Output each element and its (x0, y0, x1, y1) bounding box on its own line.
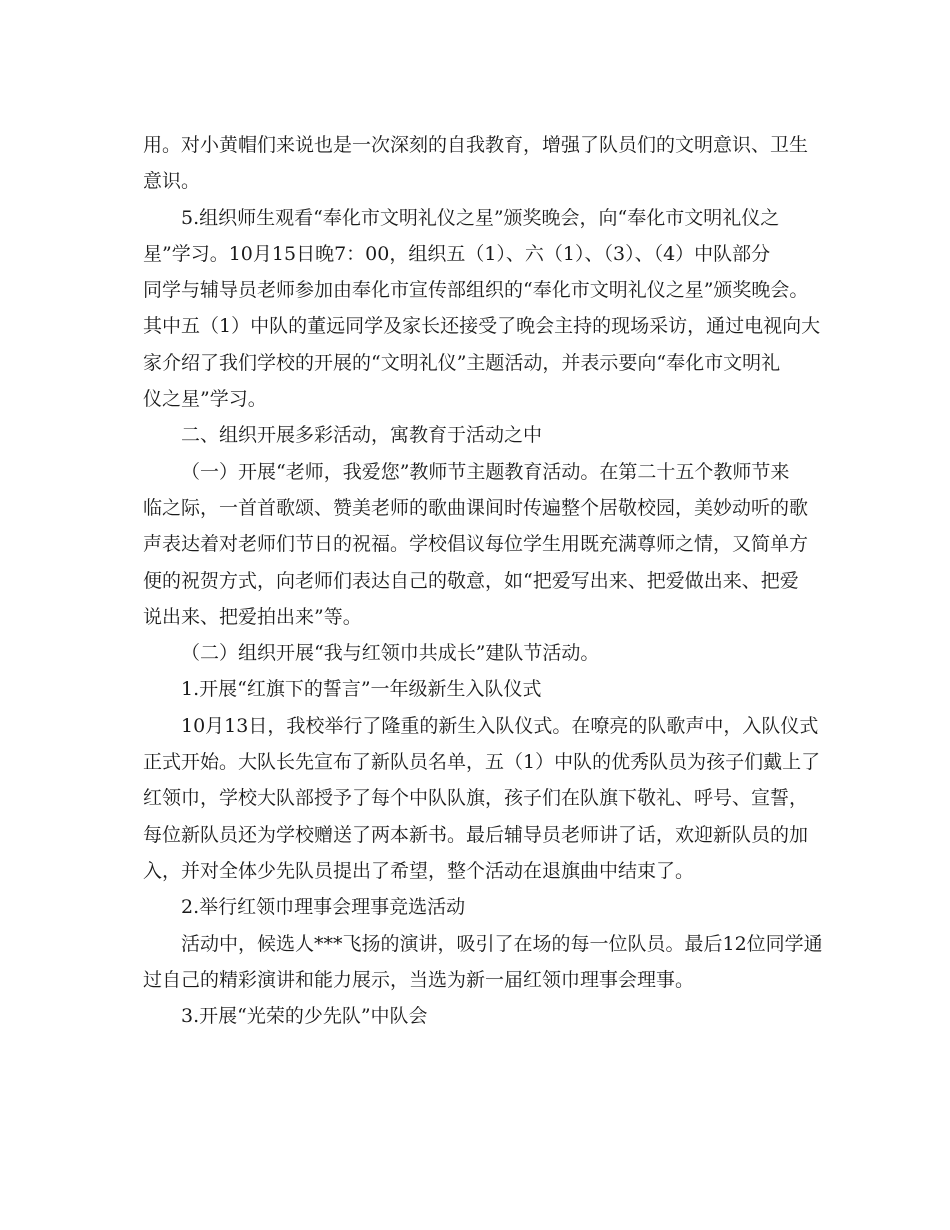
paragraph (143, 635, 813, 671)
paragraph (143, 127, 813, 200)
text-line: 2.举行红领巾理事会理事竞选活动 (181, 896, 466, 919)
text-line: 意识。 (143, 170, 201, 193)
text-line: 每位新队员还为学校赠送了两本新书。最后辅导员老师讲了话，欢迎新队员的加 (143, 823, 809, 846)
text-line: 活动中，候选人***飞扬的演讲，吸引了在场的每一位队员。最后12位同学通 (181, 932, 823, 955)
paragraph (143, 200, 821, 418)
text-line: 1.开展“红旗下的誓言”一年级新生入队仪式 (181, 678, 542, 701)
document-body (143, 127, 823, 1034)
text-line: 10月13日，我校举行了隆重的新生入队仪式。在嘹亮的队歌声中，入队仪式 (181, 714, 819, 737)
text-line: 入，并对全体少先队员提出了希望，整个活动在退旗曲中结束了。 (143, 859, 695, 882)
text-line: 红领巾，学校大队部授予了每个中队队旗，孩子们在队旗下敬礼、呼号、宣誓， (143, 787, 809, 810)
paragraph (143, 454, 813, 635)
paragraph (143, 889, 813, 925)
text-line: 临之际，一首首歌颂、赞美老师的歌曲课间时传遍整个居敬校园，美妙动听的歌 (143, 496, 809, 519)
text-line: 家介绍了我们学校的开展的“文明礼仪”主题活动，并表示要向“奉化市文明礼 (143, 351, 781, 374)
text-line: 星”学习。10月15日晚7：00，组织五（1）、六（1）、（3）、（4）中队部分 (143, 242, 771, 265)
text-line: （一）开展“老师，我爱您”教师节主题教育活动。在第二十五个教师节来 (181, 460, 790, 483)
text-line: 便的祝贺方式，向老师们表达自己的敬意，如“把爱写出来、把爱做出来、把爱 (143, 569, 799, 592)
text-line: 用。对小黄帽们来说也是一次深刻的自我教育，增强了队员们的文明意识、卫生 (143, 134, 809, 156)
text-line: 5.组织师生观看“奉化市文明礼仪之星”颁奖晚会，向“奉化市文明礼仪之 (181, 206, 780, 229)
text-line: 过自己的精彩演讲和能力展示，当选为新一届红领巾理事会理事。 (143, 968, 695, 991)
text-line: 二、组织开展多彩活动，寓教育于活动之中 (181, 424, 543, 447)
text-line: 仪之星”学习。 (143, 388, 267, 411)
text-line: 同学与辅导员老师参加由奉化市宣传部组织的“奉化市文明礼仪之星”颁奖晚会。 (143, 279, 809, 302)
paragraph (143, 417, 813, 453)
text-line: 声表达着对老师们节日的祝福。学校倡议每位学生用既充满尊师之情，又简单方 (143, 533, 809, 556)
paragraph (143, 671, 813, 707)
text-line: 正式开始。大队长先宣布了新队员名单，五（1）中队的优秀队员为孩子们戴上了 (143, 751, 821, 774)
paragraph (143, 926, 823, 999)
text-line: （二）组织开展“我与红领巾共成长”建队节活动。 (181, 642, 600, 665)
text-line: 3.开展“光荣的少先队”中队会 (181, 1005, 428, 1028)
text-line: 说出来、把爱拍出来”等。 (143, 605, 362, 628)
paragraph (143, 998, 813, 1034)
text-line: 其中五（1）中队的董远同学及家长还接受了晚会主持的现场采访，通过电视向大 (143, 315, 821, 338)
paragraph (143, 708, 821, 889)
